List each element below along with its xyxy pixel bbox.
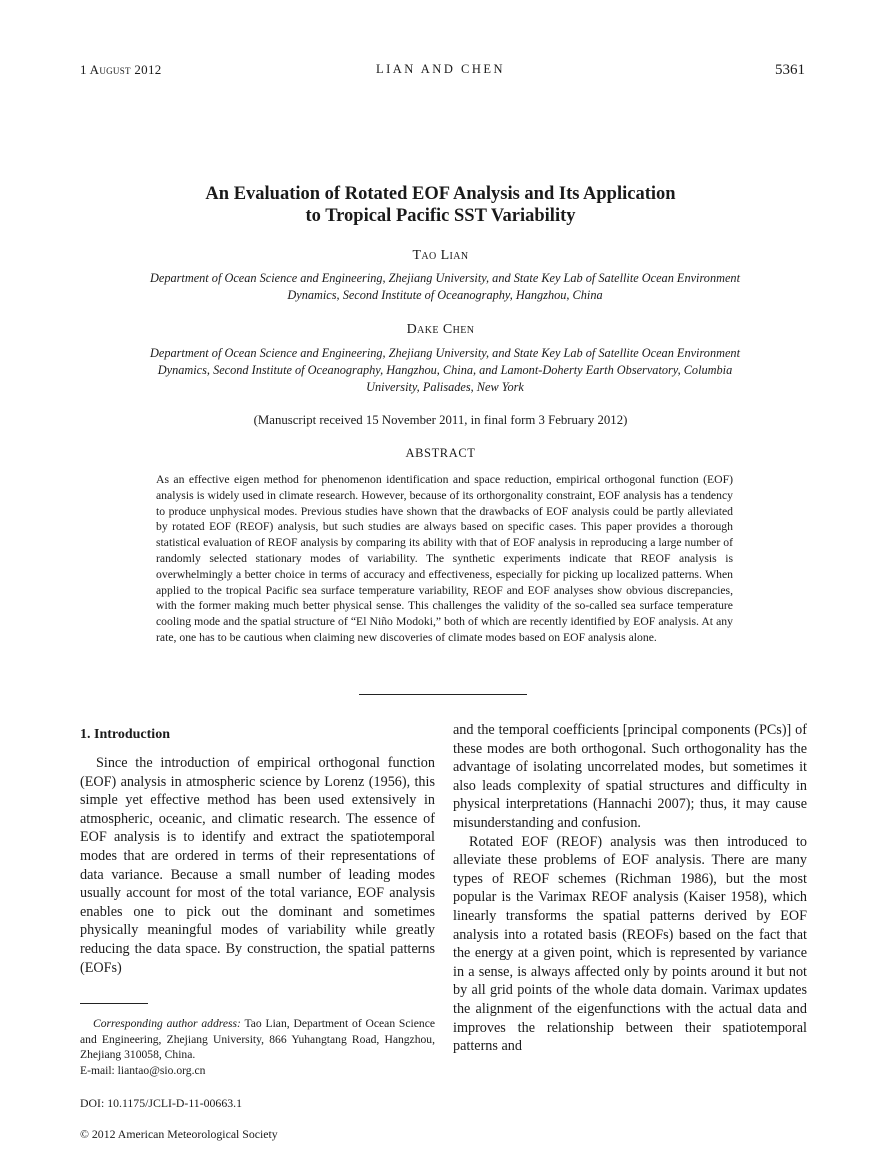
title-line-1: An Evaluation of Rotated EOF Analysis and Its Application — [205, 184, 676, 204]
copyright: © 2012 American Meteorological Society — [80, 1127, 278, 1141]
header-date: 1 August 2012 — [80, 62, 162, 77]
abstract-heading: ABSTRACT — [405, 446, 476, 460]
title-line-2: to Tropical Pacific SST Variability — [305, 206, 576, 226]
corresponding-author-footnote — [80, 1016, 435, 1078]
intro-paragraph-1: Since the introduction of empirical orthogonal function (EOF) analysis in atmospheric science by Lorenz (1956), this simple yet effective method has been used extensively in atmospheric, oceanic, and climatic research. The essence of EOF analysis is to identify and extract the spatiotemporal modes that are ordered in terms of their representations of data variance. Because a small number of leading modes usually account for most of the total variance, EOF analysis enables one to pick out the dominant and sometimes physically meaningful modes of variability while greatly reducing the data space. By construction, the spatial patterns (EOFs) — [80, 755, 435, 976]
abstract-body: As an effective eigen method for phenomenon identification and space reduction, empirical orthogonal function (EOF) analysis is widely used in climate research. However, because of its orthorgonality constraint, EOF analysis has a tendency to produce unphysical modes. Previous studies have shown that the drawbacks of EOF analysis could be partly alleviated by rotated EOF (REOF) analysis, but such studies are always based on specific cases. This paper provides a thorough statistical evaluation of REOF analysis by comparing its ability with that of EOF analysis in reproducing a large number of randomly selected stationary modes of variability. The synthetic experiments indicate that REOF analysis is overwhelmingly a better choice in terms of accuracy and effectiveness, especially for picking up localized patterns. When applied to the tropical Pacific sea surface temperature variability, REOF and EOF analyses show obvious discrepancies, with the former making much better physical sense. This challenges the validity of the so-called sea surface temperature cooling mode and the spatial structure of “El Niño Modoki,” both of which are recently identified by EOF analysis. At any rate, one has to be cautious when claiming new discoveries of climate modes based on EOF analysis alone. — [156, 473, 733, 644]
section-divider — [359, 694, 527, 695]
author-1-affiliation: Department of Ocean Science and Engineering, Zhejiang University, and State Key Lab of Satellite Ocean Environment Dynamics, Second Institute of Oceanography, Hangzhou, China — [149, 271, 740, 302]
intro-paragraph-2: and the temporal coefficients [principal components (PCs)] of these modes are both orthogonal. Such orthogonality has the advantage of isolating uncorrelated modes, but sometimes it also leads complexity of spatial structures and difficulty in physical interpretations (Hannachi 2007); thus, it may cause misunderstanding and confusion. — [453, 722, 807, 831]
footnote-label: Corresponding author address: — [93, 1017, 241, 1030]
section-heading-introduction: 1. Introduction — [80, 727, 170, 742]
manuscript-dates: (Manuscript received 15 November 2011, in final form 3 February 2012) — [253, 413, 628, 427]
paper-title — [0, 183, 881, 227]
intro-paragraph-3: Rotated EOF (REOF) analysis was then introduced to alleviate these problems of EOF analysis. There are many types of REOF schemes (Richman 1986), but the most popular is the Varimax REOF analysis (Kaiser 1958), which linearly transforms the spatial patterns derived by EOF analysis into a rotated basis (REOFs) based on the fact that the energy at a given point, which is represented by variance in a sense, is always affected only by points around it but not by all grid points of the whole data domain. Varimax updates the alignment of the eigenfunctions with the actual data and improves the relationship between their spatiotemporal patterns and — [453, 833, 807, 1055]
author-1-name: Tao Lian — [412, 248, 469, 263]
author-2-name: Dake Chen — [406, 322, 475, 337]
footnote-address: Tao Lian, Department of Ocean Science and Engineering, Zhejiang University, 866 Yuhangtang Road, Hangzhou, Zhejiang 310058, China. — [80, 1017, 435, 1062]
page-number: 5361 — [775, 62, 805, 78]
right-column — [453, 721, 807, 1056]
footnote-email: E-mail: liantao@sio.org.cn — [80, 1063, 206, 1077]
doi: DOI: 10.1175/JCLI-D-11-00663.1 — [80, 1096, 242, 1110]
author-2-affiliation: Department of Ocean Science and Engineering, Zhejiang University, and State Key Lab of Satellite Ocean Environment Dynamics, Second Institute of Oceanography, Hangzhou, China, and Lamont-Doherty Earth Observatory, Columbia University, Palisades, New York — [149, 346, 740, 394]
header-running-authors: LIAN AND CHEN — [375, 62, 506, 76]
footnote-rule — [80, 1003, 148, 1004]
